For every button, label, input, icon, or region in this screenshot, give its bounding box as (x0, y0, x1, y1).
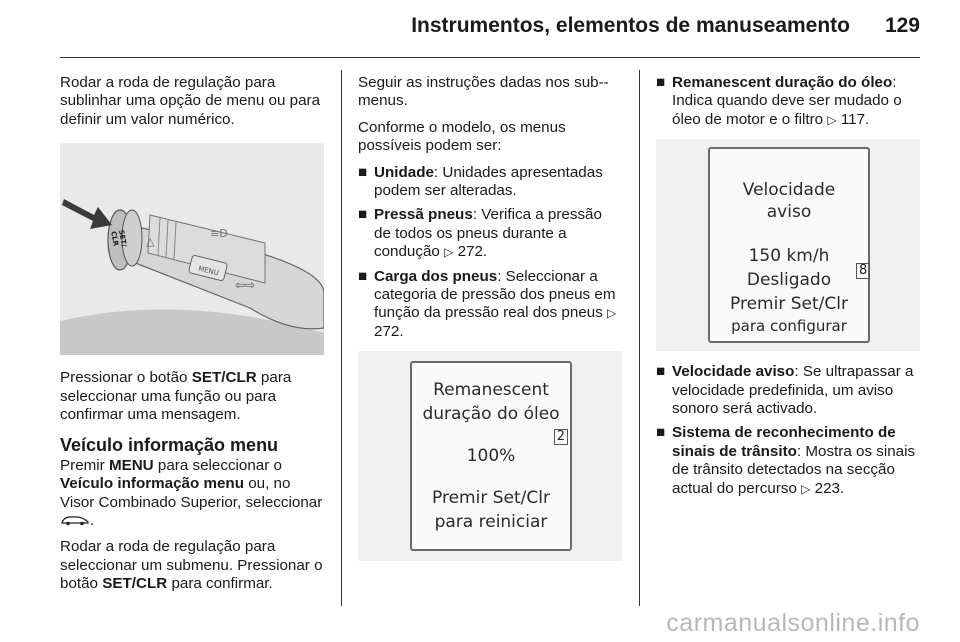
bullet-carga-pneus: ■ Carga dos pneus: Seleccionar a categoria de pressão dos pneus em função da pressão real dos pneus ▷ 272. (358, 267, 617, 340)
bullet-oil-life: ■ Remanescent duração do óleo: Indica quando deve ser mudado o óleo de motor e o filtro ▷ 117. (656, 74, 902, 128)
reference-arrow-icon: ▷ (444, 245, 454, 260)
display-line: Velocidade (742, 180, 836, 201)
stalk-illustration (60, 143, 324, 355)
page-reference: 272. (374, 322, 404, 340)
display-line: Premir Set/Clr (432, 488, 550, 509)
column-1 (60, 74, 326, 602)
speed-warning-display (708, 147, 870, 343)
header-rule (60, 57, 920, 58)
page-reference: 272. (457, 243, 488, 261)
bullet-marker: ■ (656, 74, 666, 91)
col2-paragraph-1: Seguir as instruções dadas nos sub--menus. (358, 74, 609, 110)
column-2 (358, 74, 622, 561)
svg-text:≡D: ≡D (210, 227, 228, 241)
display-line: duração do óleo (422, 404, 560, 425)
display-line: aviso (766, 202, 812, 223)
page-reference: 223. (814, 479, 845, 497)
display-value: 100% (466, 446, 516, 467)
col2-paragraph-2: Conforme o modelo, os menus possíveis podem ser: (358, 118, 566, 155)
display-line: para configurar (731, 317, 847, 336)
column-divider-2 (639, 70, 640, 606)
bullet-traffic-sign: ■ Sistema de reconhecimento de sinais de trânsito: Mostra os sinais de trânsito detectados na secção actual do percurso ▷ 223. (656, 424, 916, 497)
oil-life-display (410, 361, 572, 551)
svg-text:⇦⇨: ⇦⇨ (235, 278, 256, 293)
col1-paragraph-1: Rodar a roda de regulação para sublinhar uma opção de menu ou para definir um valor numérico. (60, 74, 321, 128)
display-line: Desligado (746, 270, 832, 291)
display-value: 150 km/h (748, 246, 830, 267)
reference-arrow-icon: ▷ (801, 481, 811, 496)
figure-id-badge: 8 (856, 263, 870, 279)
bullet-marker: ■ (656, 424, 666, 442)
bullet-unidade: ■ Unidade: Unidades apresentadas podem ser alteradas. (358, 163, 603, 200)
figure-id-badge: 2 (554, 429, 568, 445)
speed-warning-figure (656, 139, 920, 351)
bullet-marker: ■ (358, 267, 368, 285)
bullet-marker: ■ (656, 363, 666, 381)
page-reference: 117. (840, 110, 870, 128)
reference-arrow-icon: ▷ (607, 306, 617, 321)
section-heading: Veículo informação menu (60, 435, 279, 456)
column-3 (656, 74, 922, 504)
display-line: Remanescent (433, 380, 549, 401)
col1-paragraph-4: Rodar a roda de regulação para seleccionar um submenu. Pressionar o botão SET/CLR para confirmar. (60, 538, 323, 593)
svg-text:△: △ (146, 235, 155, 249)
page-header-title: Instrumentos, elementos de manuseamento (411, 14, 850, 37)
bullet-pressao-pneus: ■ Pressã pneus: Verifica a pressão de todos os pneus durante a condução ▷ 272. (358, 206, 602, 261)
col1-paragraph-2: Pressionar o botão SET/CLR para seleccionar uma função ou para confirmar uma mensagem. (60, 369, 292, 424)
display-line: para reiniciar (434, 512, 548, 533)
col1-paragraph-3: Premir MENU para seleccionar o Veículo informação menu ou, no Visor Combinado Superior, seleccionar . (60, 456, 323, 530)
reference-arrow-icon: ▷ (827, 112, 837, 127)
oil-life-figure (358, 351, 622, 561)
column-divider-1 (341, 70, 342, 606)
car-icon (60, 514, 90, 526)
page-number: 129 (884, 14, 920, 37)
set-clr-button-label: SET/ CLR (109, 229, 128, 248)
bullet-marker: ■ (358, 206, 368, 224)
bullet-marker: ■ (358, 163, 368, 181)
menu-button-label: MENU (197, 264, 220, 278)
watermark: carmanualsonline.info (666, 609, 920, 637)
display-line: Premir Set/Clr (730, 294, 848, 315)
stalk-figure (60, 143, 324, 355)
bullet-velocidade-aviso: ■ Velocidade aviso: Se ultrapassar a velocidade predefinida, um aviso sonoro será activado. (656, 363, 914, 418)
